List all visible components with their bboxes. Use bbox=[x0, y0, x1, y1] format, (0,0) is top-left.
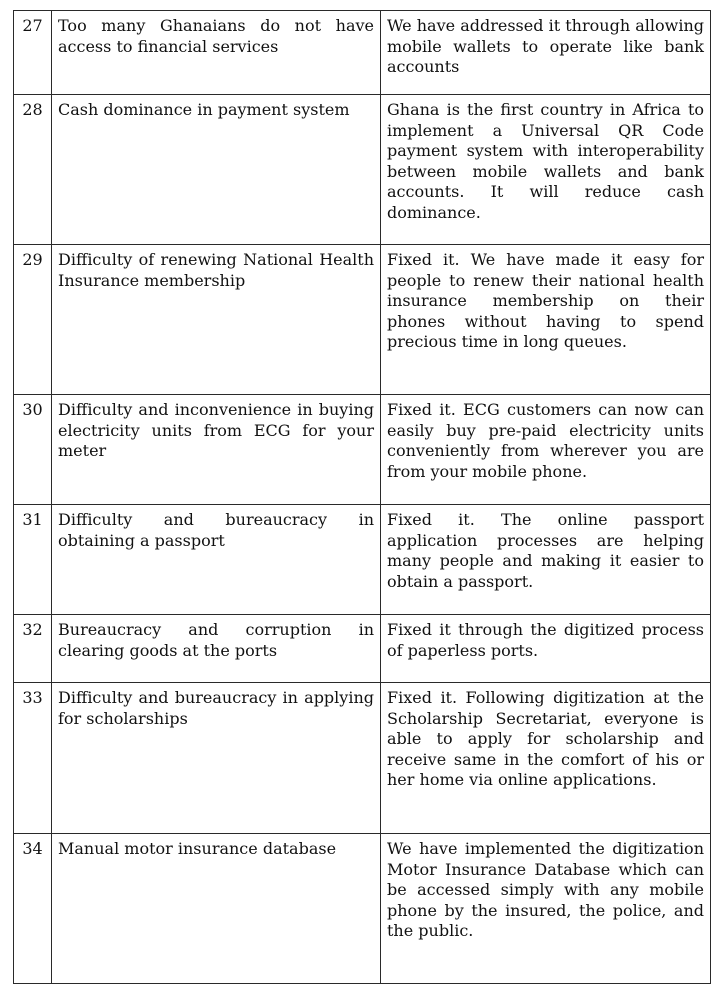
table-row bbox=[14, 95, 711, 245]
achievements-table bbox=[13, 10, 711, 984]
solution-cell: Fixed it through the digitized process of paperless ports. bbox=[381, 615, 711, 683]
row-number: 27 bbox=[14, 11, 52, 95]
table-row bbox=[14, 245, 711, 395]
table-row bbox=[14, 683, 711, 834]
row-number: 29 bbox=[14, 245, 52, 395]
row-number: 28 bbox=[14, 95, 52, 245]
row-number: 34 bbox=[14, 834, 52, 984]
problem-cell: Cash dominance in payment system bbox=[52, 95, 381, 245]
solution-cell: Ghana is the first country in Africa to implement a Universal QR Code payment system with interoperability between mobile wallets and bank accounts. It will reduce cash dominance. bbox=[381, 95, 711, 245]
table-row bbox=[14, 11, 711, 95]
solution-cell: Fixed it. We have made it easy for people to renew their national health insurance membership on their phones without having to spend precious time in long queues. bbox=[381, 245, 711, 395]
solution-cell: Fixed it. ECG customers can now can easily buy pre-paid electricity units conveniently from wherever you are from your mobile phone. bbox=[381, 395, 711, 505]
problem-cell: Difficulty of renewing National Health Insurance membership bbox=[52, 245, 381, 395]
solution-cell: We have implemented the digitization Motor Insurance Database which can be accessed simply with any mobile phone by the insured, the police, and the public. bbox=[381, 834, 711, 984]
problem-cell: Bureaucracy and corruption in clearing goods at the ports bbox=[52, 615, 381, 683]
problem-cell: Difficulty and inconvenience in buying electricity units from ECG for your meter bbox=[52, 395, 381, 505]
table-row bbox=[14, 395, 711, 505]
problem-cell: Too many Ghanaians do not have access to financial services bbox=[52, 11, 381, 95]
problem-cell: Difficulty and bureaucracy in obtaining a passport bbox=[52, 505, 381, 615]
solution-cell: We have addressed it through allowing mobile wallets to operate like bank accounts bbox=[381, 11, 711, 95]
row-number: 33 bbox=[14, 683, 52, 834]
table-row bbox=[14, 505, 711, 615]
problem-cell: Manual motor insurance database bbox=[52, 834, 381, 984]
row-number: 32 bbox=[14, 615, 52, 683]
row-number: 30 bbox=[14, 395, 52, 505]
row-number: 31 bbox=[14, 505, 52, 615]
table-row bbox=[14, 834, 711, 984]
solution-cell: Fixed it. Following digitization at the Scholarship Secretariat, everyone is able to apply for scholarship and receive same in the comfort of his or her home via online applications. bbox=[381, 683, 711, 834]
table-row bbox=[14, 615, 711, 683]
problem-cell: Difficulty and bureaucracy in applying for scholarships bbox=[52, 683, 381, 834]
solution-cell: Fixed it. The online passport application processes are helping many people and making it easier to obtain a passport. bbox=[381, 505, 711, 615]
